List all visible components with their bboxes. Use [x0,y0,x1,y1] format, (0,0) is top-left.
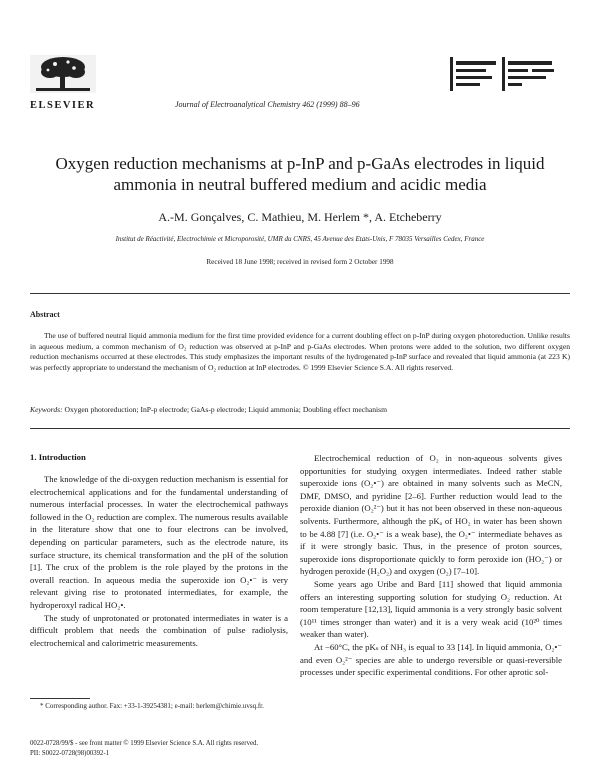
footnote: * Corresponding author. Fax: +33-1-39254381; e-mail: herlem@chimie.uvsq.fr. [40,702,264,710]
paragraph: Some years ago Uribe and Bard [11] showed that liquid ammonia offers an interesting supporting solution for studying O₂ reduction. At room temperature [12,13], liquid ammonia is a very strongly basic solvent (10¹¹ times stronger than water) and it is a very weak acid (10²⁰ times weaker than water). [300,578,562,640]
paragraph: Electrochemical reduction of O₂ in non-aqueous solvents gives opportunities for studying oxygen intermediates. Indeed rather stable superoxide ions (O₂•⁻) are obtained in many solvents such as MeCN, DMF, DMSO, and pyridine [2–6]. Further reduction would lead to the peroxide dianion (O₂²⁻) but it has not been observed in these non-aqueous solvents. Furthermore, although the pKₐ of HO₂ in water has been shown to be 4.88 [7] (i.e. O₂•⁻ is a weak base), the O₂•⁻ intermediate behaves as if it were strongly basic. Thus, in the presence of proton sources, superoxide ions disproportionate quickly to form peroxide ion (HO₂⁻) or hydrogen peroxide (H₂O₂) and oxygen (O₂) [7–10]. [300,453,562,577]
footnote-divider [30,698,90,699]
elsevier-tree-icon [30,55,96,93]
keywords-label: Keywords: [30,405,63,414]
abstract-heading: Abstract [30,310,60,319]
author-list: A.-M. Gonçalves, C. Mathieu, M. Herlem *, A. Etcheberry [158,210,442,224]
keywords [30,405,570,414]
paragraph: At −60°C, the pKₛ of NH₃ is equal to 33 [14]. In liquid ammonia, O₂•⁻ and even O₂²⁻ species are able to undergo reversible or quasi-reversible processes under specific experimental conditions. For other aprotic sol- [300,641,562,678]
issn-line: 0022-0728/99/$ - see front matter © 1999 Elsevier Science S.A. All rights reserved. [30,740,259,747]
affiliation: Institut de Réactivité, Electrochimie et Microporosité, UMR du CNRS, 45 Avenue des Etats-Unis, F 78035 Versailles Cedex, France [115,235,485,243]
left-column [30,473,288,649]
publisher-name: ELSEVIER [30,100,96,111]
publisher-logo [30,55,100,111]
section-heading: 1. Introduction [30,452,86,462]
paragraph: The study of unprotonated or protonated intermediates in water is a difficult problem that needs the combination of pulse radiolysis, electrochemical and calorimetric measurements. [30,612,288,648]
journal-masthead-graphic [450,55,560,95]
pii-line: PII: S0022-0728(98)00392-1 [30,750,110,757]
article-title: Oxygen reduction mechanisms at p-InP and p-GaAs electrodes in liquid ammonia in neutral buffered medium and acidic media [55,154,545,194]
divider [30,293,570,294]
paragraph: The knowledge of the di-oxygen reduction mechanism is essential for electrochemical applications and for the fundamental understanding of numerous interfacial processes. In water the electrochemical pathways followed in the O₂ reduction are complex. The numerous results available in the literature show that one to four electrons can be involved, depending on particular parameters, such as the electrode nature, its surface structure, its chemical transformation and the pH of the solution [1]. The crux of the problem is the role played by the protons in the overall reaction. In aqueous media the superoxide ion O₂•⁻ is very relevant giving rise to protonated intermediates, for example, the hydroperoxyl radical HO₂•. [30,474,288,610]
keywords-list: Oxygen photoreduction; InP-p electrode; GaAs-p electrode; Liquid ammonia; Doubling effect mechanism [62,405,388,414]
journal-citation: Journal of Electroanalytical Chemistry 462 (1999) 88–96 [175,100,360,109]
divider [30,428,570,429]
received-dates: Received 18 June 1998; received in revised form 2 October 1998 [206,258,394,266]
abstract-text: The use of buffered neutral liquid ammonia medium for the first time provided evidence for a current doubling effect on p-InP during oxygen photoreduction. Unlike results in aqueous medium, a common mechanism of O₂ reduction was observed at p-InP and p-GaAs electrodes. When protons were added to the solution, two different oxygen reduction mechanisms occurred at these electrodes. This study emphasizes the important results of the hydrogenated p-InP surface and revealed that liquid ammonia (at 223 K) was perfectly appropriate to understand the mechanism of O₂ reduction at InP electrodes. © 1999 Elsevier Science S.A. All rights reserved. [30,331,570,372]
right-column [300,452,562,679]
